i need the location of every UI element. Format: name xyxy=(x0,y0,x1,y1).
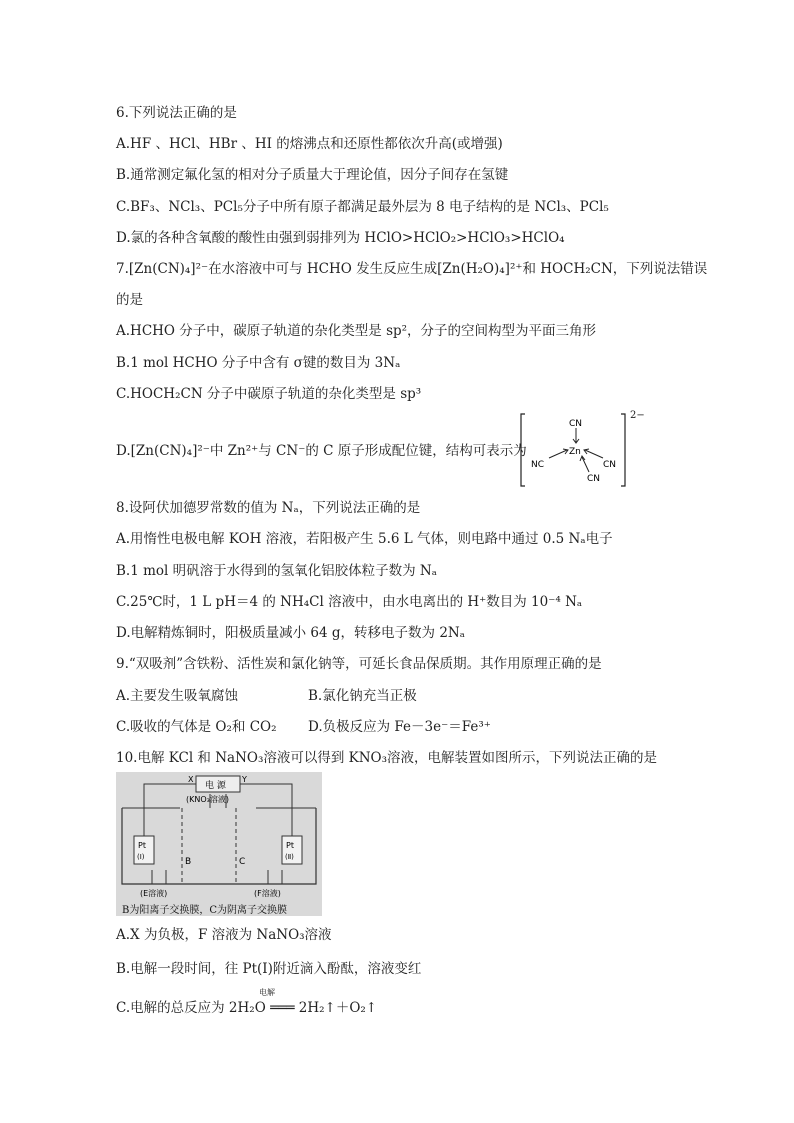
pt1-label: Pt xyxy=(138,841,146,850)
q6-option-d: D.氯的各种含氧酸的酸性由强到弱排列为 HClO>HClO₂>HClO₃>HClO₄ xyxy=(116,230,565,246)
pt2-sub: (Ⅱ) xyxy=(285,853,294,861)
left-solution-label: (E溶液) xyxy=(140,889,168,898)
terminal-y: Y xyxy=(242,775,247,784)
wire-right xyxy=(240,784,292,836)
arrow-right xyxy=(585,450,603,458)
q7-option-c: C.HOCH₂CN 分子中碳原子轨道的杂化类型是 sp³ xyxy=(116,386,422,402)
q7-option-d: D.[Zn(CN)₄]²⁻中 Zn²⁺与 CN⁻的 C 原子形成配位键，结构可表示为 xyxy=(116,443,527,459)
pt2-label: Pt xyxy=(286,841,294,850)
q10-option-b: B.电解一段时间，往 Pt(Ⅰ)附近滴入酚酞，溶液变红 xyxy=(116,961,422,977)
zn-complex-structure xyxy=(519,412,627,488)
complex-charge: 2− xyxy=(630,410,645,421)
q8-option-c: C.25℃时，1 L pH＝4 的 NH₄Cl 溶液中，由水电离出的 H⁺数目为 10⁻⁴ Nₐ xyxy=(116,594,583,610)
right-bracket xyxy=(621,414,625,486)
q10-option-a: A.X 为负极，F 溶液为 NaNO₃溶液 xyxy=(116,927,332,943)
left-bracket xyxy=(521,414,525,486)
power-label: 电 源 xyxy=(205,781,226,791)
electrolysis-diagram xyxy=(116,772,322,916)
left-inlet xyxy=(152,870,166,884)
q6-option-a: A.HF 、HCl、HBr 、HI 的熔沸点和还原性都依次升高(或增强) xyxy=(116,136,503,152)
q8-stem: 8.设阿伏加德罗常数的值为 Nₐ，下列说法正确的是 xyxy=(116,500,421,516)
q7-stem-line1: 7.[Zn(CN)₄]²⁻在水溶液中可与 HCHO 发生反应生成[Zn(H₂O)₄]²⁺和 HOCH₂CN，下列说法错误 xyxy=(116,261,708,277)
figure-caption: B为阳离子交换膜，C为阴离子交换膜 xyxy=(122,905,287,916)
q8-option-b: B.1 mol 明矾溶于水得到的氢氧化铝胶体粒子数为 Nₐ xyxy=(116,563,437,579)
membrane-c-label: C xyxy=(239,857,246,867)
q6-option-c: C.BF₃、NCl₃、PCl₅分子中所有原子都满足最外层为 8 电子结构的是 NCl₃、PCl₅ xyxy=(116,199,609,215)
q8-option-a: A.用惰性电极电解 KOH 溶液，若阳极产生 5.6 L 气体，则电路中通过 0.5 Nₐ电子 xyxy=(116,531,613,547)
q9-option-c: C.吸收的气体是 O₂和 CO₂ xyxy=(116,719,277,735)
electrolysis-condition: 电解 xyxy=(259,988,275,997)
q10-option-c: C.电解的总反应为 2H₂O ═══ 2H₂↑＋O₂↑ xyxy=(116,1000,378,1016)
zn-center: Zn xyxy=(569,447,581,457)
q7-option-a: A.HCHO 分子中，碳原子轨道的杂化类型是 sp²，分子的空间构型为平面三角形 xyxy=(116,323,597,339)
q9-option-d: D.负极反应为 Fe－3e⁻＝Fe³⁺ xyxy=(308,719,491,735)
q8-option-d: D.电解精炼铜时，阳极质量减小 64 g，转移电子数为 2Nₐ xyxy=(116,625,465,641)
ligand-top: CN xyxy=(569,419,583,429)
terminal-x: X xyxy=(188,775,194,784)
middle-solution-label: (KNO₃溶液) xyxy=(186,795,229,804)
wire-left xyxy=(144,784,196,836)
q9-row2 xyxy=(116,717,491,737)
ligand-left: NC xyxy=(531,460,545,470)
q9-option-b: B.氯化钠充当正极 xyxy=(308,688,417,704)
q7-stem-line2: 的是 xyxy=(116,292,143,308)
arrow-bottom xyxy=(582,457,589,472)
q6-option-b: B.通常测定氟化氢的相对分子质量大于理论值，因分子间存在氢键 xyxy=(116,167,509,183)
pt1-sub: (Ⅰ) xyxy=(137,853,145,861)
q6-stem: 6.下列说法正确的是 xyxy=(116,105,237,121)
q7-option-b: B.1 mol HCHO 分子中含有 σ键的数目为 3Nₐ xyxy=(116,355,401,371)
q10-stem: 10.电解 KCl 和 NaNO₃溶液可以得到 KNO₃溶液，电解装置如图所示，下列说法正确的是 xyxy=(116,750,658,766)
arrow-left xyxy=(549,450,567,458)
q9-row1 xyxy=(116,686,417,706)
right-solution-label: (F溶液) xyxy=(254,889,281,898)
ligand-bottom: CN xyxy=(587,474,601,484)
right-inlet xyxy=(268,870,282,884)
electrolysis-apparatus-figure xyxy=(116,772,322,916)
q9-stem: 9.“双吸剂”含铁粉、活性炭和氯化钠等，可延长食品保质期。其作用原理正确的是 xyxy=(116,656,602,672)
membrane-b-label: B xyxy=(185,857,192,867)
q9-option-a: A.主要发生吸氧腐蚀 xyxy=(116,688,239,704)
zn-complex-diagram xyxy=(519,412,627,488)
ligand-right: CN xyxy=(603,460,617,470)
